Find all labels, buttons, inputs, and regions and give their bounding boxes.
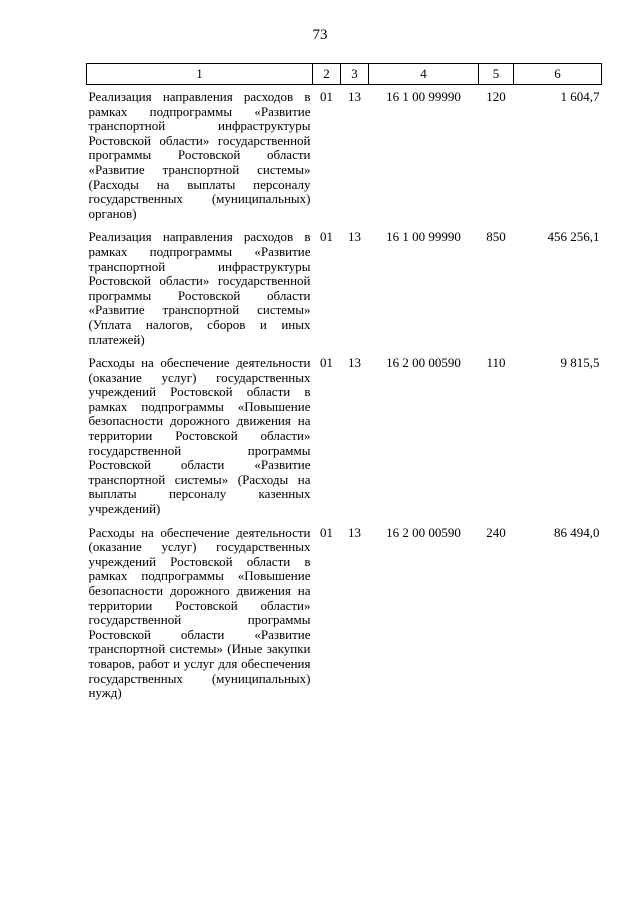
row-amount: 9 815,5 — [560, 355, 600, 371]
row-subsection: 13 — [348, 89, 361, 104]
budget-table — [86, 63, 602, 705]
header-col-6: 6 — [514, 64, 602, 85]
row-expense-type: 850 — [486, 229, 506, 245]
row-target-code: 16 2 00 00590 — [386, 524, 461, 540]
row-amount: 1 604,7 — [560, 89, 600, 104]
row-amount: 86 494,0 — [554, 524, 600, 540]
page-number: 73 — [312, 27, 328, 43]
header-col-1: 1 — [87, 64, 313, 85]
row-expense-type: 240 — [486, 524, 506, 540]
row-target-code: 16 1 00 99990 — [386, 89, 461, 104]
row-subsection: 13 — [348, 355, 361, 371]
table-row — [87, 225, 602, 351]
row-description: Расходы на обеспечение деятельности (оказание услуг) государственных учреждений Ростовской области в рамках подпрограммы «Повышение безопасности дорожного движения на территории Ростовской области» государственной программы Ростовской области «Развитие транспортной системы» (Расходы на выплаты персоналу казенных учреждений) — [88, 355, 311, 517]
row-subsection: 13 — [348, 524, 361, 540]
row-expense-type: 110 — [486, 355, 506, 371]
row-target-code: 16 2 00 00590 — [386, 355, 461, 371]
header-col-2: 2 — [313, 64, 341, 85]
row-description: Расходы на обеспечение деятельности (оказание услуг) государственных учреждений Ростовской области в рамках подпрограммы «Повышение безопасности дорожного движения на территории Ростовской области» государственной программы Ростовской области «Развитие транспортной системы» (Иные закупки товаров, работ и услуг для обеспечения государственных (муниципальных) нужд) — [88, 524, 311, 701]
row-description: Реализация направления расходов в рамках подпрограммы «Развитие транспортной инфраструктуры Ростовской области» государственной программы Ростовской области «Развитие транспортной системы» (Уплата налогов, сборов и иных платежей) — [88, 229, 311, 347]
row-expense-type: 120 — [486, 89, 506, 104]
row-section: 01 — [320, 524, 333, 540]
row-section: 01 — [320, 355, 333, 371]
row-target-code: 16 1 00 99990 — [386, 229, 461, 245]
row-amount: 456 256,1 — [547, 229, 600, 245]
row-subsection: 13 — [348, 229, 361, 245]
table-row — [87, 521, 602, 705]
row-section: 01 — [320, 229, 333, 245]
header-col-4: 4 — [369, 64, 479, 85]
row-description: Реализация направления расходов в рамках подпрограммы «Развитие транспортной инфраструктуры Ростовской области» государственной программы Ростовской области «Развитие транспортной системы» (Расходы на выплаты персоналу государственных (муниципальных) органов) — [88, 89, 311, 221]
row-section: 01 — [320, 89, 333, 104]
header-col-5: 5 — [479, 64, 514, 85]
table-row — [87, 351, 602, 521]
header-col-3: 3 — [341, 64, 369, 85]
table-header-row — [87, 64, 602, 85]
table-row — [87, 85, 602, 226]
